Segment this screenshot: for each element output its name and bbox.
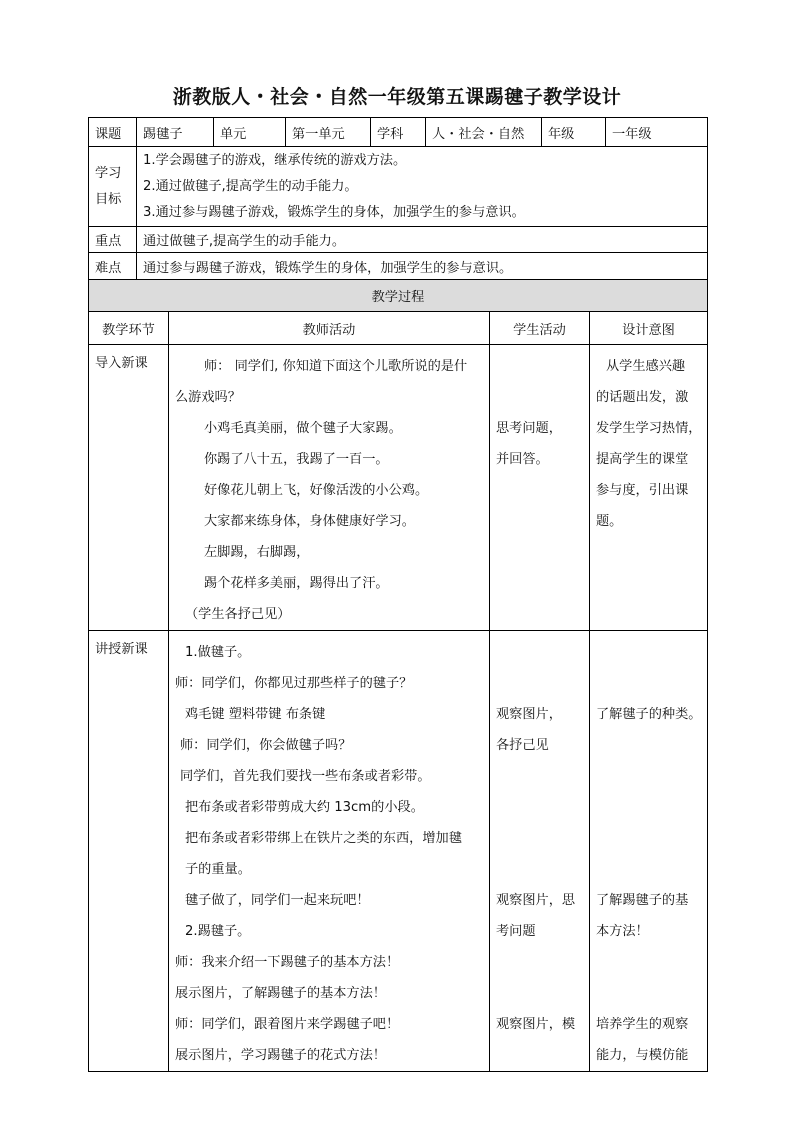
key-point-label: 重点: [89, 227, 137, 253]
process-header-row: [89, 312, 708, 345]
teach-line: 子的重量。: [185, 862, 251, 877]
teach-intent-line: 了解毽子的种类。: [596, 707, 702, 722]
grade-value: 一年级: [606, 118, 708, 147]
teach-design-intent: [590, 631, 708, 1072]
intro-line: 小鸡毛真美丽，做个毽子大家踢。: [204, 421, 402, 436]
key-point-row: [89, 227, 708, 253]
intro-row: [89, 345, 708, 631]
teach-line: 鸡毛键 塑料带键 布条键: [185, 707, 326, 722]
teach-line: 师：同学们，跟着图片来学踢毽子吧！: [175, 1017, 400, 1032]
difficulty-value: 通过参与踢毽子游戏，锻炼学生的身体，加强学生的参与意识。: [137, 253, 708, 280]
teach-line: 把布条或者彩带剪成大约 13cm的小段。: [185, 800, 424, 815]
intro-intent-line: 发学生学习热情，: [596, 421, 702, 436]
topic-value: 踢毽子: [137, 118, 214, 147]
teach-line: 师：我来介绍一下踢毽子的基本方法！: [175, 955, 400, 970]
header-student-activity: 学生活动: [490, 312, 590, 345]
intro-line: 师： 同学们, 你知道下面这个儿歌所说的是什: [204, 359, 468, 374]
intro-student-line: 思考问题，: [496, 421, 562, 436]
objective-item: 3.通过参与踢毽子游戏，锻炼学生的身体，加强学生的参与意识。: [143, 204, 525, 220]
teach-student-line: 观察图片，: [496, 707, 562, 722]
teach-teacher-activity: [169, 631, 490, 1072]
intro-design-intent: [590, 345, 708, 631]
teach-intent-line: 了解踢毽子的基: [596, 893, 689, 908]
objective-item: 2.通过做毽子,提高学生的动手能力。: [143, 178, 358, 194]
process-banner: 教学过程: [89, 280, 708, 312]
teach-line: 2.踢毽子。: [185, 924, 251, 939]
intro-line: 大家都来练身体，身体健康好学习。: [204, 514, 415, 529]
teach-line: 同学们，首先我们要找一些布条或者彩带。: [180, 769, 431, 784]
intro-intent-line: 的话题出发，激: [596, 390, 689, 405]
objectives-label-line-1: 学习: [95, 165, 122, 181]
teach-line: 展示图片，学习踢毽子的花式方法！: [175, 1048, 386, 1063]
teach-student-line: 各抒己见: [496, 738, 549, 753]
intro-stage: 导入新课: [89, 345, 169, 631]
teaching-process-table: [88, 279, 708, 1072]
intro-intent-line: 从学生感兴趣: [606, 359, 686, 374]
intro-intent-line: 提高学生的课堂: [596, 452, 689, 467]
key-point-value: 通过做毽子,提高学生的动手能力。: [137, 227, 708, 253]
objectives-list: [137, 147, 708, 227]
subject-label: 学科: [371, 118, 426, 147]
teach-line: 1.做毽子。: [185, 645, 251, 660]
process-banner-row: [89, 280, 708, 312]
unit-value: 第一单元: [286, 118, 371, 147]
intro-student-activity: [490, 345, 590, 631]
intro-line: 你踢了八十五，我踢了一百一。: [204, 452, 389, 467]
intro-student-line: 并回答。: [496, 452, 549, 467]
teach-row: [89, 631, 708, 1072]
header-stage: 教学环节: [89, 312, 169, 345]
grade-label: 年级: [542, 118, 606, 147]
topic-label: 课题: [89, 118, 137, 147]
subject-value: 人・社会・自然: [426, 118, 542, 147]
topic-row: [89, 118, 708, 147]
teach-student-line: 考问题: [496, 924, 536, 939]
header-teacher-activity: 教师活动: [169, 312, 490, 345]
teach-line: 把布条或者彩带绑上在铁片之类的东西，增加毽: [185, 831, 462, 846]
intro-teacher-activity: [169, 345, 490, 631]
intro-intent-line: 参与度，引出课: [596, 483, 689, 498]
intro-intent-line: 题。: [596, 514, 623, 529]
intro-line: 踢个花样多美丽，踢得出了汗。: [204, 576, 389, 591]
objectives-label: [89, 147, 137, 227]
intro-line: 好像花儿朝上飞，好像活泼的小公鸡。: [204, 483, 429, 498]
teach-intent-line: 培养学生的观察: [596, 1017, 689, 1032]
objectives-row: [89, 147, 708, 227]
header-design-intent: 设计意图: [590, 312, 708, 345]
document-title: 浙教版人・社会・自然一年级第五课踢毽子教学设计: [172, 86, 622, 108]
teach-line: 师：同学们，你会做毽子吗？: [180, 738, 352, 753]
intro-line: 么游戏吗？: [175, 390, 241, 405]
objectives-label-line-2: 目标: [95, 191, 122, 207]
teach-student-line: 观察图片，模: [496, 1017, 576, 1032]
intro-line: 左脚踢，右脚踢，: [204, 545, 310, 560]
unit-label: 单元: [214, 118, 286, 147]
teach-stage: 讲授新课: [89, 631, 169, 1072]
intro-line: （学生各抒己见）: [185, 607, 291, 622]
difficulty-row: [89, 253, 708, 280]
teach-line: 师：同学们，你都见过那些样子的毽子？: [175, 676, 413, 691]
teach-intent-line: 能力，与模仿能: [596, 1048, 689, 1063]
teach-student-activity: [490, 631, 590, 1072]
teach-student-line: 观察图片，思: [496, 893, 576, 908]
objective-item: 1.学会踢毽子的游戏，继承传统的游戏方法。: [143, 152, 407, 168]
difficulty-label: 难点: [89, 253, 137, 280]
teach-line: 毽子做了，同学们一起来玩吧！: [185, 893, 370, 908]
teach-intent-line: 本方法！: [596, 924, 649, 939]
teach-line: 展示图片，了解踢毽子的基本方法！: [175, 986, 386, 1001]
lesson-info-table: [88, 117, 708, 280]
